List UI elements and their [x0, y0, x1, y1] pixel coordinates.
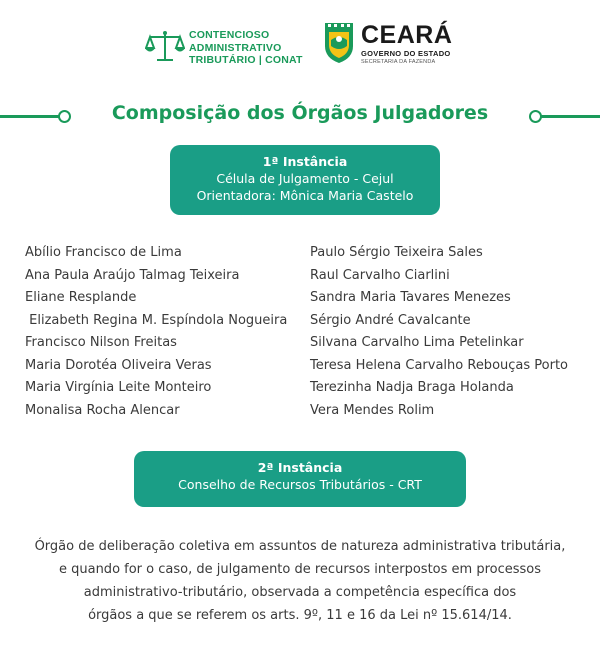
second-instance-title: 2ª Instância: [257, 460, 343, 475]
first-instance-line1: Célula de Julgamento - Cejul: [216, 171, 394, 186]
title-divider-dot-right: [529, 110, 542, 123]
member-name: Vera Mendes Rolim: [310, 402, 435, 418]
member-name: Maria Dorotéa Oliveira Veras: [25, 357, 212, 373]
state-shield-icon: [322, 22, 356, 64]
second-instance-line1: Conselho de Recursos Tributários - CRT: [178, 477, 422, 492]
conat-line1: CONTENCIOSO: [189, 29, 270, 41]
members-right-column: [310, 242, 568, 422]
member-name: Silvana Carvalho Lima Petelinkar: [310, 335, 524, 350]
member-name: Maria Virgínia Leite Monteiro: [25, 380, 212, 395]
member-name: Sandra Maria Tavares Menezes: [310, 290, 511, 305]
member-name: Teresa Helena Carvalho Rebouças Porto: [310, 357, 569, 373]
member-name: Paulo Sérgio Teixeira Sales: [310, 245, 483, 260]
conat-line3: TRIBUTÁRIO | CONAT: [189, 54, 303, 66]
conat-logo-text: [189, 29, 303, 67]
ceara-government-label: GOVERNO DO ESTADO: [361, 49, 451, 58]
member-name: Sérgio André Cavalcante: [310, 312, 471, 328]
second-instance-box: [134, 451, 466, 507]
first-instance-box: [170, 145, 440, 215]
description-line: Órgão de deliberação coletiva em assuntos de natureza administrativa tributária,: [34, 539, 566, 554]
member-name: Eliane Resplande: [25, 290, 137, 305]
description-line: órgãos a que se referem os arts. 9º, 11 e 16 da Lei nº 15.614/14.: [88, 608, 512, 623]
conat-line2: ADMINISTRATIVO: [189, 41, 282, 54]
member-name: Monalisa Rocha Alencar: [25, 402, 180, 418]
member-name: Terezinha Nadja Braga Holanda: [310, 380, 514, 395]
member-name: Elizabeth Regina M. Espíndola Nogueira: [25, 312, 288, 328]
members-left-column: [25, 242, 287, 422]
description-paragraph: [0, 535, 600, 627]
description-line: administrativo-tributário, observada a competência específica dos: [83, 585, 517, 600]
ceara-title: CEARÁ: [361, 21, 453, 49]
member-name: Abílio Francisco de Lima: [25, 245, 182, 260]
description-line: e quando for o caso, de julgamento de recursos interpostos em processos: [58, 562, 541, 577]
ceara-secretaria-label: SECRETARIA DA FAZENDA: [361, 59, 436, 65]
member-name: Ana Paula Araújo Talmag Teixeira: [25, 267, 240, 283]
first-instance-title: 1ª Instância: [262, 154, 348, 169]
scales-icon: [145, 30, 185, 64]
member-name: Raul Carvalho Ciarlini: [310, 267, 450, 283]
first-instance-line2: Orientadora: Mônica Maria Castelo: [196, 188, 414, 203]
title-divider-right: [540, 115, 600, 118]
member-name: Francisco Nilson Freitas: [25, 335, 177, 350]
page-title: Composição dos Órgãos Julgadores: [111, 102, 489, 124]
